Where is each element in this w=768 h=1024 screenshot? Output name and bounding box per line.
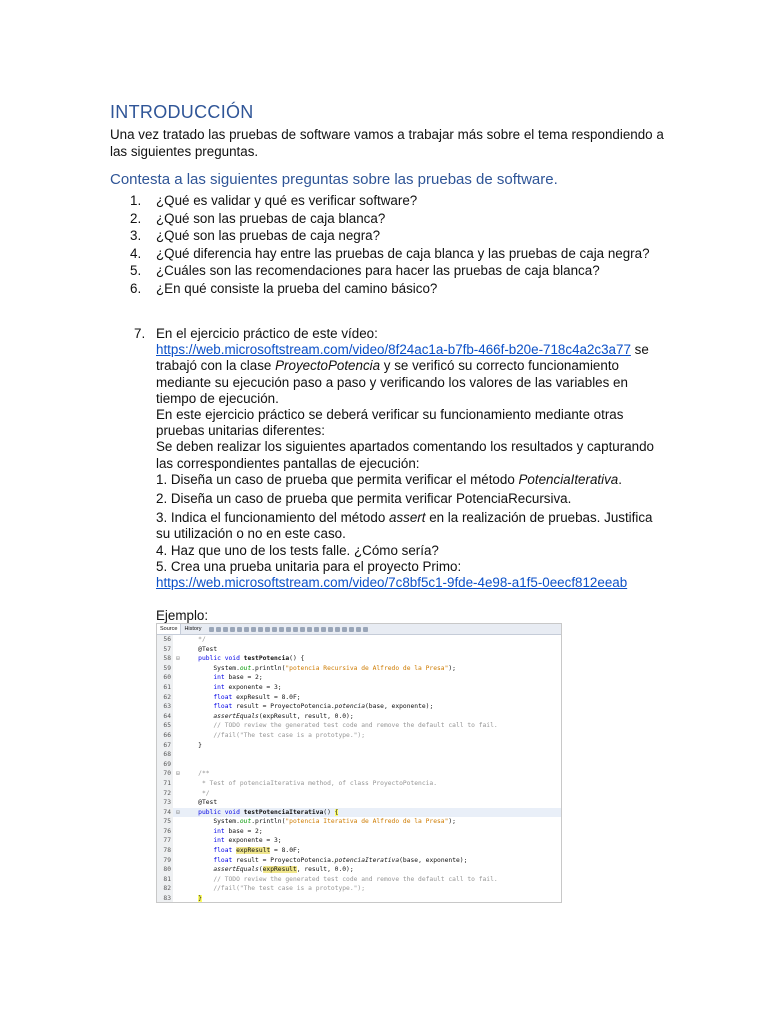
- code-text: public void testPotenciaIterativa() {: [198, 808, 339, 816]
- toolbar-icon[interactable]: [321, 627, 326, 632]
- step-1: 1. Diseña un caso de prueba que permita verificar el método PotenciaIterativa.: [156, 471, 622, 487]
- code-text: // TODO review the generated test code and remove the default call to fail.: [213, 722, 498, 730]
- list-item: 1. ¿Qué es validar y qué es verificar software?: [130, 193, 418, 208]
- video-link-2[interactable]: https://web.microsoftstream.com/video/7c8bf5c1-9fde-4e98-a1f5-0eecf812eeab: [156, 575, 628, 591]
- line-number: 75: [157, 817, 173, 827]
- subheading: Contesta a las siguientes preguntas sobre las pruebas de software.: [110, 171, 558, 188]
- toolbar-icon[interactable]: [272, 627, 277, 632]
- line-number: 70: [157, 769, 173, 779]
- code-line: [157, 683, 561, 693]
- toolbar-icon[interactable]: [314, 627, 319, 632]
- code-line: [157, 894, 561, 903]
- code-text: float expResult = 8.0F;: [213, 693, 301, 701]
- video-link-1[interactable]: https://web.microsoftstream.com/video/8f24ac1a-b7fb-466f-b20e-718c4a2c3a77: [156, 342, 631, 358]
- code-line: [157, 645, 561, 655]
- code-text: //fail("The test case is a prototype.");: [213, 731, 365, 739]
- toolbar-icon[interactable]: [356, 627, 361, 632]
- list-item: 3. ¿Qué son las pruebas de caja negra?: [130, 228, 381, 244]
- code-line: [157, 836, 561, 846]
- code-text: */: [198, 636, 206, 643]
- line-number: 61: [157, 683, 173, 693]
- question-7: [131, 326, 661, 591]
- code-text: int base = 2;: [213, 674, 263, 682]
- line-number: 73: [157, 798, 173, 808]
- intro-paragraph: Una vez tratado las pruebas de software vamos a trabajar más sobre el tema respondiendo a las siguientes preguntas.: [110, 127, 664, 159]
- code-line: [157, 846, 561, 856]
- line-number: 74: [157, 808, 173, 818]
- step-2: 2. Diseña un caso de prueba que permita verificar PotenciaRecursiva.: [156, 491, 572, 507]
- line-number: 72: [157, 789, 173, 799]
- code-line: [157, 702, 561, 712]
- code-text: int base = 2;: [213, 827, 263, 835]
- code-area[interactable]: [157, 635, 561, 903]
- line-number: 78: [157, 846, 173, 856]
- line-number: 71: [157, 779, 173, 789]
- code-text: /**: [198, 770, 210, 778]
- code-line: [157, 779, 561, 789]
- code-text: }: [198, 895, 202, 903]
- example-label: Ejemplo:: [156, 608, 209, 623]
- code-text: float result = ProyectoPotencia.potenciaIterativa(base, exponente);: [213, 856, 468, 864]
- code-line: [157, 741, 561, 751]
- line-number: 65: [157, 721, 173, 731]
- code-line: [157, 875, 561, 885]
- code-line: [157, 693, 561, 703]
- line-number: 57: [157, 645, 173, 655]
- line-number: 83: [157, 894, 173, 903]
- line-number: 62: [157, 693, 173, 703]
- line-number: 69: [157, 760, 173, 770]
- line-number: 63: [157, 702, 173, 712]
- fold-toggle-icon[interactable]: ⊟: [176, 655, 180, 663]
- editor-toolbar: [157, 624, 561, 635]
- code-line: [157, 750, 561, 760]
- section-heading: INTRODUCCIÓN: [110, 102, 254, 122]
- toolbar-icon[interactable]: [307, 627, 312, 632]
- code-text: int exponente = 3;: [213, 837, 282, 845]
- tab-history[interactable]: History: [184, 626, 202, 632]
- code-line: [157, 865, 561, 875]
- step-3: 3. Indica el funcionamiento del método assert en la realización de pruebas. Justifica su utilización o no en este caso.: [156, 510, 653, 542]
- line-number: 60: [157, 673, 173, 683]
- code-screenshot: [156, 623, 562, 903]
- code-line: [157, 712, 561, 722]
- toolbar-icon[interactable]: [209, 627, 214, 632]
- line-number: 58: [157, 654, 173, 664]
- code-line: [157, 721, 561, 731]
- line-number: 67: [157, 741, 173, 751]
- item7-paragraph-3: Se deben realizar los siguientes apartados comentando los resultados y capturando las correspondientes pantallas de ejecución:: [156, 439, 654, 471]
- list-item: 6. ¿En qué consiste la prueba del camino básico?: [130, 280, 438, 296]
- code-text: //fail("The test case is a prototype.");: [213, 885, 365, 893]
- item7-intro: En el ejercicio práctico de este vídeo:: [156, 326, 378, 341]
- line-number: 64: [157, 712, 173, 722]
- code-text: // TODO review the generated test code and remove the default call to fail.: [213, 875, 498, 883]
- item7-paragraph-2: En este ejercicio práctico se deberá verificar su funcionamiento mediante otras pruebas unitarias diferentes:: [156, 407, 624, 439]
- toolbar-icon[interactable]: [279, 627, 284, 632]
- line-number: 76: [157, 827, 173, 837]
- code-text: public void testPotencia() {: [198, 655, 305, 663]
- code-line: [157, 827, 561, 837]
- tab-source[interactable]: Source: [157, 624, 181, 634]
- line-number: 66: [157, 731, 173, 741]
- toolbar-icon[interactable]: [251, 627, 256, 632]
- code-text: System.out.println("potencia Iterativa de Alfredo de la Presa");: [183, 818, 456, 826]
- step-4: 4. Haz que uno de los tests falle. ¿Cómo sería?: [156, 542, 439, 558]
- code-text: assertEquals(expResult, result, 0.0);: [213, 712, 354, 720]
- code-line: [157, 817, 561, 827]
- code-text: */: [201, 789, 210, 797]
- code-line: [157, 884, 561, 894]
- toolbar-icon[interactable]: [363, 627, 368, 632]
- code-line: [157, 760, 561, 770]
- code-line: [157, 664, 561, 674]
- toolbar-icon[interactable]: [342, 627, 347, 632]
- code-line: [157, 673, 561, 683]
- code-text: }: [183, 741, 202, 749]
- toolbar-icon[interactable]: [335, 627, 340, 632]
- toolbar-icon[interactable]: [293, 627, 298, 632]
- fold-toggle-icon[interactable]: ⊟: [176, 770, 180, 778]
- code-line: [157, 808, 561, 818]
- toolbar-icon[interactable]: [286, 627, 291, 632]
- line-number: 81: [157, 875, 173, 885]
- code-text: assertEquals(expResult, result, 0.0);: [213, 866, 354, 874]
- line-number: 77: [157, 836, 173, 846]
- code-text: @Test: [183, 645, 218, 653]
- toolbar-icon[interactable]: [300, 627, 305, 632]
- item7-link-2-line: [156, 575, 661, 591]
- code-text: int exponente = 3;: [213, 683, 282, 691]
- code-line: [157, 635, 561, 645]
- line-number: 68: [157, 750, 173, 760]
- code-text: @Test: [183, 799, 218, 807]
- toolbar-icon[interactable]: [328, 627, 333, 632]
- list-item: 5. ¿Cuáles son las recomendaciones para hacer las pruebas de caja blanca?: [130, 263, 600, 279]
- item-number: 7.: [134, 326, 146, 341]
- code-text: float result = ProyectoPotencia.potencia(base, exponente);: [213, 703, 434, 711]
- line-number: 56: [157, 635, 173, 645]
- step-5: 5. Crea una prueba unitaria para el proyecto Primo:: [156, 558, 462, 574]
- item7-paragraph-1: https://web.microsoftstream.com/video/8f24ac1a-b7fb-466f-b20e-718c4a2c3a77 se trabajó con la clase ProyectoPotencia y se verificó su correcto funcionamiento mediante su ejecución paso a paso y verificando los valores de las variables en tiempo de ejecución.: [156, 342, 649, 406]
- list-item: 2. ¿Qué son las pruebas de caja blanca?: [130, 210, 386, 226]
- line-number: 80: [157, 865, 173, 875]
- code-line: [157, 798, 561, 808]
- toolbar-icon[interactable]: [216, 627, 221, 632]
- line-number: 82: [157, 884, 173, 894]
- line-number: 59: [157, 664, 173, 674]
- fold-toggle-icon[interactable]: ⊟: [176, 808, 180, 816]
- list-item: 4. ¿Qué diferencia hay entre las pruebas de caja blanca y las pruebas de caja negra?: [130, 245, 650, 261]
- code-line: [157, 856, 561, 866]
- code-line: [157, 731, 561, 741]
- toolbar-icon[interactable]: [258, 627, 263, 632]
- code-line: [157, 654, 561, 664]
- code-line: [157, 789, 561, 799]
- question-list: [110, 192, 650, 298]
- toolbar-icons: [209, 627, 368, 632]
- toolbar-icon[interactable]: [237, 627, 242, 632]
- toolbar-icon[interactable]: [244, 627, 249, 632]
- toolbar-icon[interactable]: [230, 627, 235, 632]
- code-text: System.out.println("potencia Recursiva de Alfredo de la Presa");: [183, 664, 456, 672]
- toolbar-icon[interactable]: [223, 627, 228, 632]
- code-text: float expResult = 8.0F;: [213, 847, 301, 855]
- toolbar-icon[interactable]: [349, 627, 354, 632]
- toolbar-icon[interactable]: [265, 627, 270, 632]
- code-line: [157, 769, 561, 779]
- line-number: 79: [157, 856, 173, 866]
- code-text: * Test of potenciaIterativa method, of class ProyectoPotencia.: [201, 779, 438, 787]
